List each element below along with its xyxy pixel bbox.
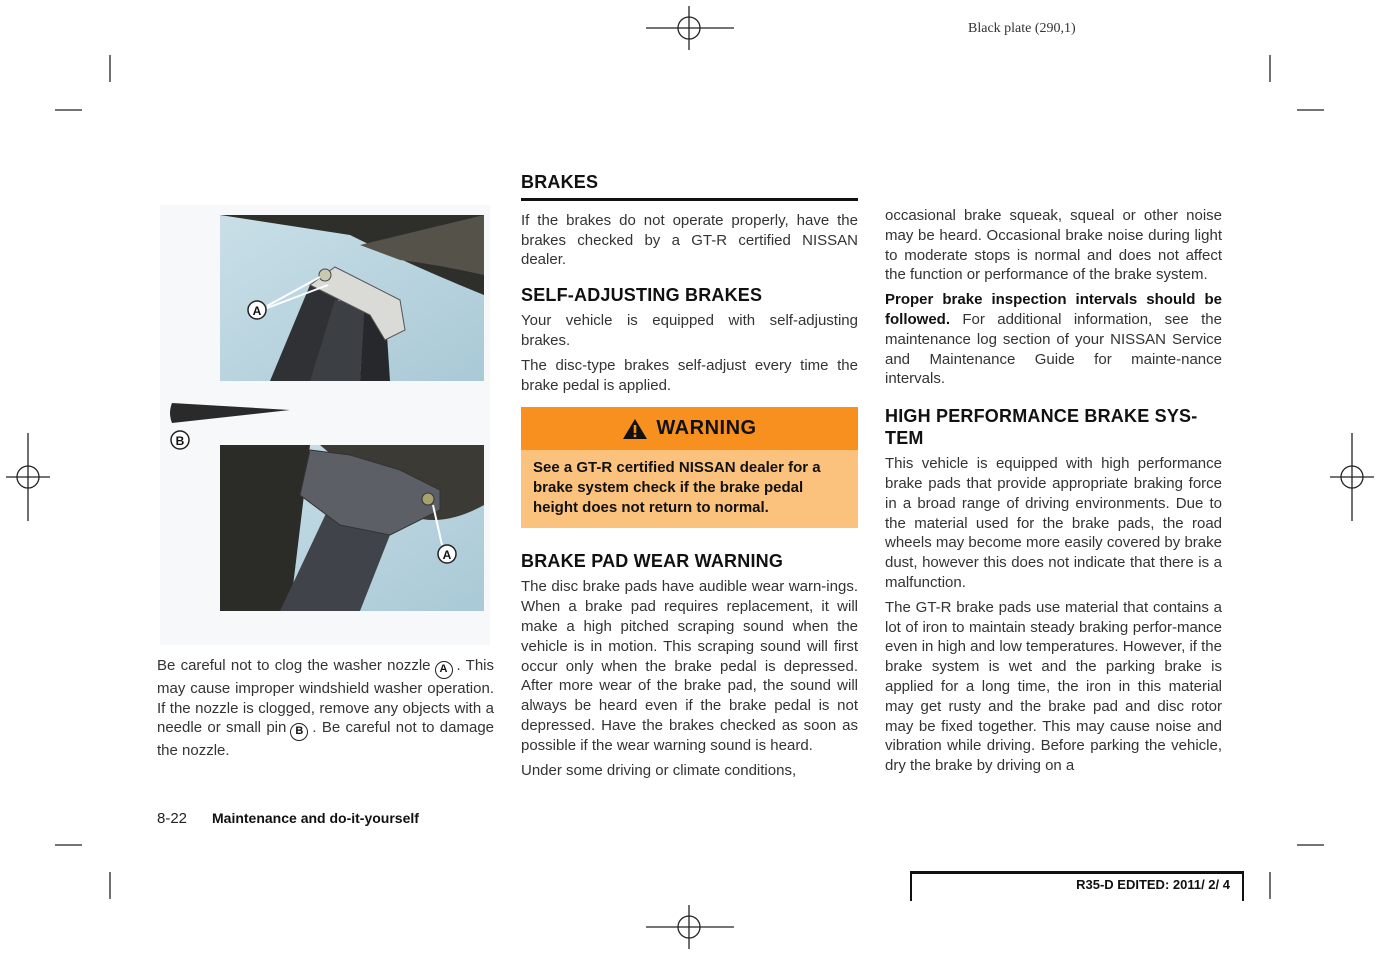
callout-b-icon: B <box>290 723 308 741</box>
warning-box <box>521 407 858 528</box>
column-brake-noise <box>885 206 1222 781</box>
self-adjusting-heading: SELF-ADJUSTING BRAKES <box>521 285 763 306</box>
warning-text: See a GT-R certified NISSAN dealer for a brake system check if the brake pedal height does not return to normal. <box>521 450 858 528</box>
callout-a-icon: A <box>435 661 453 679</box>
page-number: 8-22 <box>157 810 188 827</box>
brakes-heading: BRAKES <box>521 172 599 192</box>
nozzle-close-view <box>220 445 484 611</box>
heading-rule <box>521 198 858 201</box>
self-adjusting-text-2: The disc-type brakes self-adjust every time the brake pedal is applied. <box>521 356 858 394</box>
figure-caption: Be careful not to clog the washer nozzle A . This may cause improper windshield washer operation. If the nozzle is clogged, remove any objects with a needle or small pin B . Be careful not to damage the nozzle. <box>157 657 494 760</box>
high-performance-heading: HIGH PERFORMANCE BRAKE SYS-TEM <box>885 406 1198 449</box>
inspection-text: Proper brake inspection intervals should be followed. For additional information, see the maintenance log section of your NISSAN Service and Maintenance Guide for mainte-nance intervals. <box>885 291 1222 388</box>
warning-title: WARNING <box>656 416 757 439</box>
high-performance-text-1: This vehicle is equipped with high performance brake pads that provide appropriate braking force in a broad range of driving environments. Due to the material used for the brake pads, the road wheels may become more easily covered by brake dust, however this does not indicate that there is a malfunction. <box>885 455 1222 591</box>
edit-stamp: R35-D EDITED: 2011/ 2/ 4 <box>910 871 1244 901</box>
warning-header <box>521 407 858 450</box>
washer-nozzle-figure <box>160 205 490 645</box>
section-title: Maintenance and do-it-yourself <box>212 810 419 826</box>
column-brakes <box>521 173 858 785</box>
plate-label: Black plate (290,1) <box>968 21 1076 36</box>
pad-wear-heading: BRAKE PAD WEAR WARNING <box>521 551 784 572</box>
label-a-bottom: A <box>442 548 452 562</box>
noise-text: occasional brake squeak, squeal or other noise may be heard. Occasional brake noise during light to moderate stops is normal and does not affect the function or performance of the brake system. <box>885 207 1222 284</box>
pad-wear-text-1: The disc brake pads have audible wear warn-ings. When a brake pad requires replacement, it will make a high pitched scraping sound when the vehicle is in motion. This scraping sound will first occur only when the brake pedal is depressed. After more wear of the brake pad, the sound will always be heard even if the brake pedal is not depressed. Have the brakes checked as soon as possible if the wear warning sound is heard. <box>521 578 858 754</box>
inspection-bold: Proper brake inspection intervals should be followed. <box>885 291 1222 328</box>
warning-triangle-icon <box>622 418 648 440</box>
pad-wear-text-2: Under some driving or climate conditions, <box>521 761 797 779</box>
label-a-top: A <box>252 304 262 318</box>
self-adjusting-text-1: Your vehicle is equipped with self-adjusting brakes. <box>521 312 858 349</box>
high-performance-text-2: The GT-R brake pads use material that contains a lot of iron to maintain steady braking perfor-mance even in high and low temperatures. However, if the brake system is wet and the parking brake is applied for a long time, the iron in this material may get rusty and the brake pad and disc rotor may be fixed together. This may cause noise and vibration while driving. Before parking the vehicle, dry the brake by driving on a <box>885 598 1222 775</box>
brakes-text: If the brakes do not operate properly, have the brakes checked by a GT-R certified NISSAN dealer. <box>521 211 858 269</box>
label-b: B <box>175 434 185 448</box>
nozzle-top-view <box>220 215 484 381</box>
